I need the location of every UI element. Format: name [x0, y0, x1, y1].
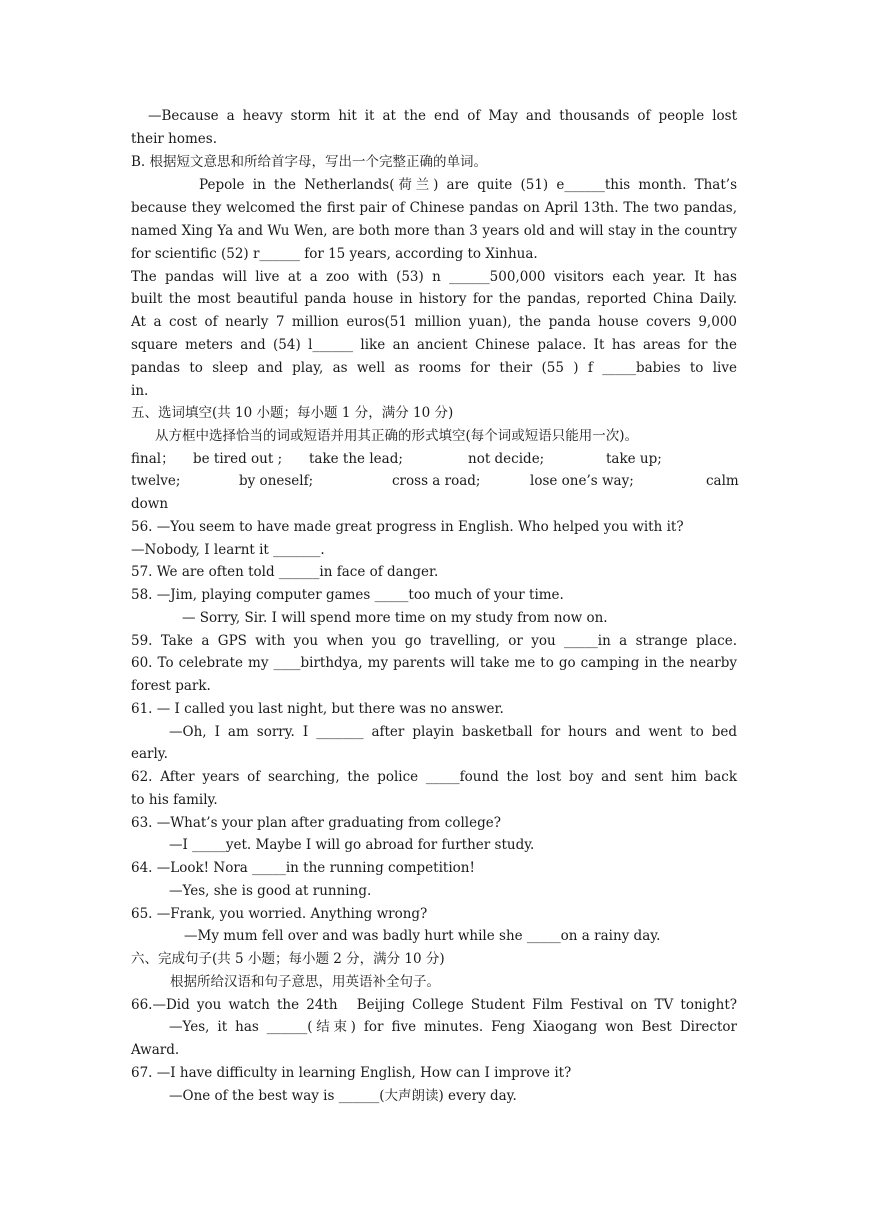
passage-b-line: At a cost of nearly 7 million euros(51 million yuan), the panda house covers 9,000	[131, 314, 737, 330]
passage-b-line: The pandas will live at a zoo with (53) n ______500,000 visitors each year. It has	[131, 269, 737, 285]
section-5-heading: 五、选词填空(共 10 小题；每小题 1 分，满分 10 分)	[131, 405, 454, 421]
question-line: —Nobody, I learnt it _______.	[131, 542, 325, 558]
question-line: 59. Take a GPS with you when you go travelling, or you _____in a strange place.	[131, 633, 737, 649]
question-line: 61. — I called you last night, but there was no answer.	[131, 701, 504, 717]
passage-b-line: because they welcomed the first pair of Chinese pandas on April 13th. The two pandas,	[131, 200, 737, 216]
passage-b-line: built the most beautiful panda house in history for the pandas, reported China Daily.	[131, 291, 737, 307]
passage-a-answer-line: their homes.	[131, 131, 218, 147]
word-option: lose one’s way;	[530, 473, 634, 489]
question-line: 60. To celebrate my ____birthdya, my parents will take me to go camping in the nearby	[131, 655, 737, 671]
word-option: take up;	[606, 451, 662, 467]
question-line: —My mum fell over and was badly hurt while she _____on a rainy day.	[184, 928, 661, 944]
question-line: — Sorry, Sir. I will spend more time on my study from now on.	[182, 610, 608, 626]
question-line: —Yes, it has ______(结束) for five minutes. Feng Xiaogang won Best Director	[169, 1019, 737, 1035]
question-line: —Oh, I am sorry. I _______ after playin basketball for hours and went to bed	[169, 724, 737, 740]
question-line: —One of the best way is ______(大声朗读) every day.	[169, 1088, 517, 1104]
word-option: calm	[706, 473, 739, 489]
question-line: 57. We are often told ______in face of danger.	[131, 564, 439, 580]
section-6-instruction: 根据所给汉语和句子意思，用英语补全句子。	[170, 974, 440, 990]
passage-a-answer-line: —Because a heavy storm hit it at the end of May and thousands of people lost	[148, 108, 737, 124]
question-line: —I _____yet. Maybe I will go abroad for further study.	[169, 837, 535, 853]
passage-b-line: named Xing Ya and Wu Wen, are both more than 3 years old and will stay in the country	[131, 223, 737, 239]
question-line: to his family.	[131, 792, 218, 808]
question-line: 65. —Frank, you worried. Anything wrong?	[131, 906, 428, 922]
passage-b-line: for scientific (52) r______ for 15 years, according to Xinhua.	[131, 246, 538, 262]
word-option: cross a road;	[392, 473, 481, 489]
question-line: 67. —I have difficulty in learning English, How can I improve it?	[131, 1065, 572, 1081]
section-6-heading: 六、完成句子(共 5 小题；每小题 2 分，满分 10 分)	[131, 951, 445, 967]
question-line: 66.—Did you watch the 24th Beijing College Student Film Festival on TV tonight?	[131, 997, 737, 1013]
section-5-instruction: 从方框中选择恰当的词或短语并用其正确的形式填空(每个词或短语只能用一次)。	[155, 428, 639, 444]
word-option: final；	[131, 451, 175, 467]
word-option: take the lead;	[309, 451, 403, 467]
word-option: not decide;	[468, 451, 545, 467]
word-option: be tired out ;	[193, 451, 283, 467]
passage-b-line: in.	[131, 383, 149, 399]
passage-b-line: square meters and (54) l______ like an ancient Chinese palace. It has areas for the	[131, 337, 737, 353]
word-option: by oneself;	[239, 473, 314, 489]
word-option: twelve;	[131, 473, 181, 489]
question-line: —Yes, she is good at running.	[169, 883, 372, 899]
question-line: 62. After years of searching, the police _____found the lost boy and sent him back	[131, 769, 737, 785]
question-line: Award.	[131, 1042, 180, 1058]
question-line: forest park.	[131, 678, 211, 694]
passage-b-line: Pepole in the Netherlands(荷兰) are quite (51) e______this month. That’s	[199, 177, 737, 193]
question-line: 64. —Look! Nora _____in the running competition!	[131, 860, 475, 876]
passage-b-line: pandas to sleep and play, as well as rooms for their (55 ) f _____babies to live	[131, 360, 737, 376]
question-line: 56. —You seem to have made great progress in English. Who helped you with it?	[131, 519, 684, 535]
section-b-heading: B. 根据短文意思和所给首字母，写出一个完整正确的单词。	[131, 154, 488, 170]
word-option: down	[131, 496, 169, 512]
question-line: early.	[131, 746, 168, 762]
question-line: 58. —Jim, playing computer games _____too much of your time.	[131, 587, 564, 603]
question-line: 63. —What’s your plan after graduating from college?	[131, 815, 501, 831]
